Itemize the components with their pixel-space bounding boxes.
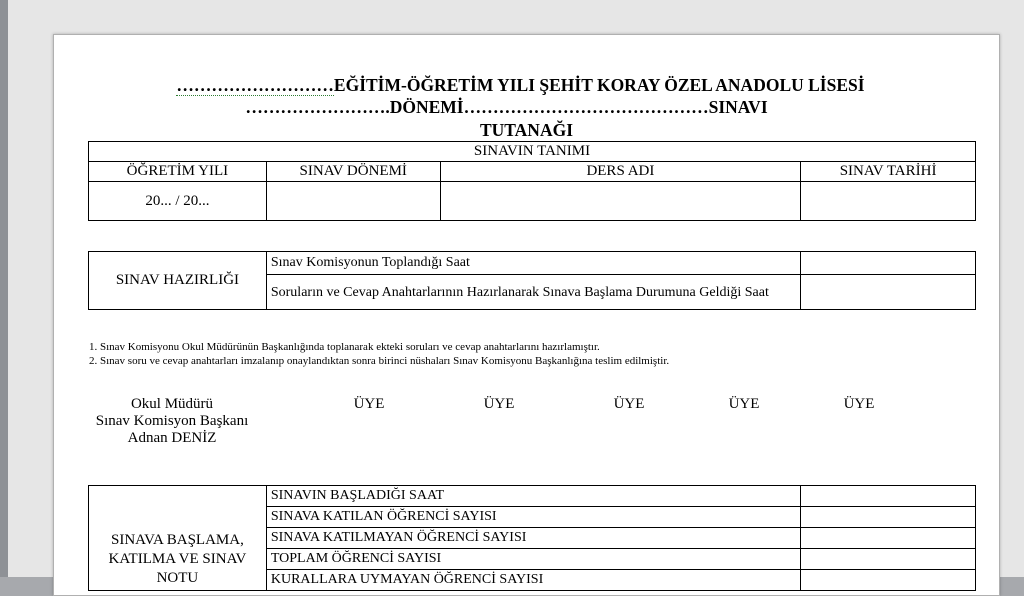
- exam-start-label-line: KATILMA VE SINAV: [108, 551, 247, 567]
- exam-start-row-label: SINAVIN BAŞLADIĞI SAAT: [266, 486, 800, 507]
- preparation-label: SINAV HAZIRLIĞI: [89, 252, 267, 310]
- col-header-exam-date: SINAV TARİHİ: [801, 162, 976, 182]
- member-signature: ÜYE: [353, 396, 385, 412]
- exam-start-row-label: SINAVA KATILMAYAN ÖĞRENCİ SAYISI: [266, 528, 800, 549]
- document-title-line2: …………………….DÖNEMİ……………………………………SINAVI: [245, 97, 768, 117]
- school-name-text: EĞİTİM-ÖĞRETİM YILI ŞEHİT KORAY ÖZEL ANADOLU LİSESİ: [333, 75, 865, 95]
- note-item: 2. Sınav soru ve cevap anahtarları imzalanıp onaylandıktan sonra birinci nüshaları Sınav Komisyonu Başkanlığına teslim edilmiştir.: [89, 355, 670, 367]
- exam-start-row-label: SINAVA KATILAN ÖĞRENCİ SAYISI: [266, 507, 800, 528]
- col-header-course-name: DERS ADI: [440, 162, 801, 182]
- notes-block: [89, 340, 669, 368]
- exam-start-label: [89, 486, 267, 591]
- document-page[interactable]: [53, 34, 1000, 596]
- member-signature: ÜYE: [613, 396, 645, 412]
- cell-academic-year[interactable]: 20... / 20...: [89, 182, 267, 221]
- col-header-academic-year: ÖĞRETİM YILI: [89, 162, 267, 182]
- exam-start-row-label: TOPLAM ÖĞRENCİ SAYISI: [266, 549, 800, 570]
- cell-exam-term[interactable]: [266, 182, 440, 221]
- preparation-row-label: Soruların ve Cevap Anahtarlarının Hazırlanarak Sınava Başlama Durumuna Geldiği Saat: [266, 275, 800, 310]
- note-item: 1. Sınav Komisyonu Okul Müdürünün Başkanlığında toplanarak ekteki soruları ve cevap anahtarlarını hazırlamıştır.: [89, 341, 600, 353]
- exam-preparation-table: [88, 251, 976, 310]
- principal-signature: [92, 396, 252, 447]
- exam-definition-title: SINAVIN TANIMI: [89, 142, 976, 162]
- exam-start-row-label: KURALLARA UYMAYAN ÖĞRENCİ SAYISI: [266, 570, 800, 591]
- exam-start-row-value[interactable]: [801, 570, 976, 591]
- member-signature: ÜYE: [483, 396, 515, 412]
- spellcheck-underlined-dots: ………………………: [176, 75, 334, 95]
- preparation-row-value[interactable]: [801, 252, 976, 275]
- exam-start-row-value[interactable]: [801, 549, 976, 570]
- document-title-line3: TUTANAĞI: [479, 120, 574, 140]
- window-left-edge: [0, 0, 8, 577]
- principal-title: Okul Müdürü: [130, 396, 214, 412]
- exam-definition-table: [88, 141, 976, 221]
- commission-chair-title: Sınav Komisyon Başkanı: [95, 413, 249, 429]
- exam-start-label-line: SINAVA BAŞLAMA,: [111, 532, 244, 548]
- exam-start-row-value[interactable]: [801, 528, 976, 549]
- cell-exam-date[interactable]: [801, 182, 976, 221]
- preparation-row-value[interactable]: [801, 275, 976, 310]
- exam-start-row-value[interactable]: [801, 507, 976, 528]
- col-header-exam-term: SINAV DÖNEMİ: [266, 162, 440, 182]
- exam-start-label-line: NOTU: [156, 570, 199, 586]
- document-workspace[interactable]: [8, 0, 1024, 587]
- preparation-row-label: Sınav Komisyonun Toplandığı Saat: [266, 252, 800, 275]
- principal-name: Adnan DENİZ: [127, 430, 217, 446]
- exam-start-table: [88, 485, 976, 591]
- exam-start-row-value[interactable]: [801, 486, 976, 507]
- document-title-line1: [53, 75, 993, 95]
- cell-course-name[interactable]: [440, 182, 801, 221]
- member-signature: ÜYE: [843, 396, 875, 412]
- member-signature: ÜYE: [728, 396, 760, 412]
